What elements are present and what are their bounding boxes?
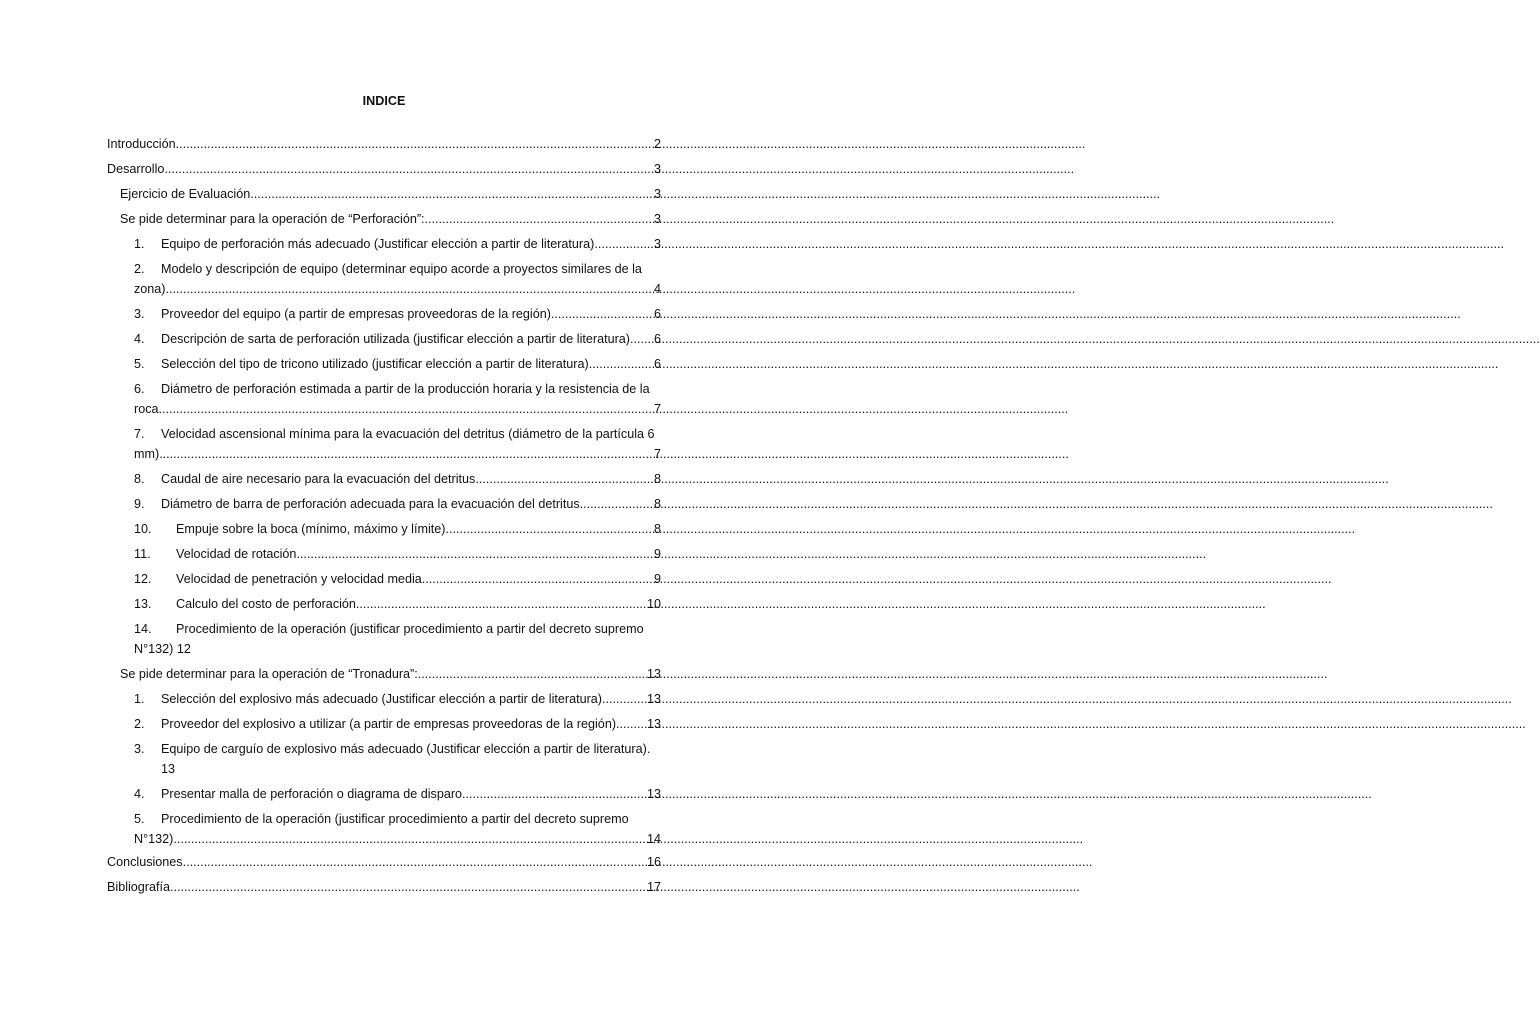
- toc-entry: [107, 160, 661, 179]
- toc-entry-text: Desarrollo: [107, 162, 165, 176]
- dot-leader: [164, 160, 654, 179]
- dot-leader: [616, 715, 647, 734]
- toc-entry-line: [107, 853, 661, 872]
- dot-leader: [170, 878, 647, 897]
- toc-entry-text-continued: mm): [134, 447, 160, 461]
- dot-leader: [445, 520, 654, 539]
- toc-page-number: 6: [653, 357, 661, 371]
- toc-entry-line: [107, 160, 661, 179]
- toc-entry-number: 1.: [134, 237, 145, 251]
- toc-entry-text-continued: zona): [134, 282, 166, 296]
- toc-page-number: 9: [653, 572, 661, 586]
- toc-entry-text: Se pide determinar para la operación de “Perforación”:: [120, 212, 425, 226]
- toc-entry-text: Proveedor del equipo (a partir de empresas proveedoras de la región): [161, 307, 551, 321]
- toc-entry-text: Velocidad de penetración y velocidad media: [176, 572, 422, 586]
- toc-entry: [134, 595, 661, 614]
- toc-entry-line: [134, 620, 661, 639]
- toc-entry-text: Diámetro de barra de perforación adecuada para la evacuación del detritus.: [161, 497, 584, 511]
- toc-entry-number: 2.: [134, 717, 145, 731]
- toc-entry-line: [134, 520, 661, 539]
- toc-entry-line: [134, 470, 661, 489]
- toc-page-number: 8: [653, 522, 661, 536]
- toc-page-number: 3: [653, 212, 661, 226]
- toc-entry: [107, 853, 661, 872]
- toc-entry-line: [134, 425, 661, 444]
- toc-entry-line: [134, 810, 661, 829]
- toc-entry-line: [134, 545, 661, 564]
- toc-entry: [134, 715, 661, 734]
- toc-entry-number: 2.: [134, 262, 145, 276]
- toc-entry-number: 11.: [134, 547, 151, 561]
- toc-entry-number: 5.: [134, 357, 145, 371]
- dot-leader: [422, 570, 654, 589]
- toc-entry: [120, 665, 661, 684]
- toc-entry-line: [134, 330, 661, 349]
- toc-entry-text-continued: N°132): [134, 832, 174, 846]
- toc-entry: [134, 495, 661, 514]
- toc-entry-number: 9.: [134, 497, 145, 511]
- toc-entry: [134, 260, 661, 299]
- dot-leader: [159, 445, 654, 464]
- toc-page-number: 13: [646, 692, 661, 706]
- dot-leader: [173, 830, 647, 849]
- dot-leader: [418, 665, 647, 684]
- dot-leader: [356, 595, 647, 614]
- toc-entry: [120, 185, 661, 204]
- dot-leader: [630, 330, 654, 349]
- toc-entry: [134, 470, 661, 489]
- toc-page-number: 7: [653, 447, 661, 461]
- toc-entry-text: Velocidad ascensional mínima para la evacuación del detritus (diámetro de la partícula 6: [161, 427, 655, 441]
- toc-entry-line: [134, 355, 661, 374]
- toc-entry-line: [134, 715, 661, 734]
- toc-entry-text: Ejercicio de Evaluación: [120, 187, 251, 201]
- toc-entry-continuation: [134, 445, 661, 464]
- toc-entry: [134, 785, 661, 804]
- toc-entry-text: Diámetro de perforación estimada a partir de la producción horaria y la resistencia de la: [161, 382, 650, 396]
- dot-leader: [551, 305, 654, 324]
- toc-entry-number: 7.: [134, 427, 145, 441]
- toc-entry-line: [134, 380, 661, 399]
- toc-entry-continuation: [134, 640, 661, 659]
- toc-entry-text: Descripción de sarta de perforación utilizada (justificar elección a partir de literatura): [161, 332, 630, 346]
- toc-page-number: 4: [653, 282, 661, 296]
- toc-entry-continuation: [134, 830, 661, 849]
- toc-entry-number: 5.: [134, 812, 145, 826]
- toc-entry-text: Equipo de perforación más adecuado (Justificar elección a partir de literatura): [161, 237, 595, 251]
- toc-entry-text: Velocidad de rotación: [176, 547, 297, 561]
- toc-entry-text: Bibliografía: [107, 880, 171, 894]
- dot-leader: [583, 495, 654, 514]
- toc-entry: [134, 330, 661, 349]
- toc-entry-line: [134, 235, 661, 254]
- toc-entry-text: Equipo de carguío de explosivo más adecuado (Justificar elección a partir de literatura).: [161, 742, 651, 756]
- toc-entry-line: [120, 665, 661, 684]
- toc-entry: [134, 520, 661, 539]
- dot-leader: [159, 400, 654, 419]
- toc-entry-line: [107, 878, 661, 897]
- toc-entry: [134, 810, 661, 849]
- toc-entry-number: 8.: [134, 472, 145, 486]
- toc-entry-line: [134, 690, 661, 709]
- toc-page-number: 13: [646, 787, 661, 801]
- toc-entry-line: [134, 305, 661, 324]
- toc-entry: [120, 210, 661, 229]
- toc-entry: [134, 570, 661, 589]
- toc-page-number: 8: [653, 472, 661, 486]
- toc-page-number: 8: [653, 497, 661, 511]
- toc-entry-text: Conclusiones: [107, 855, 183, 869]
- toc-page-number: 2: [653, 137, 661, 151]
- table-of-contents: [0, 0, 768, 1024]
- toc-entry-line: [134, 740, 661, 759]
- dot-leader: [296, 545, 654, 564]
- toc-entry-text-continued: N°132) 12: [134, 642, 191, 656]
- toc-entry: [134, 545, 661, 564]
- toc-entry-number: 1.: [134, 692, 145, 706]
- toc-entry-continuation: [134, 400, 661, 419]
- toc-page-number: 9: [653, 547, 661, 561]
- toc-entry-text: Modelo y descripción de equipo (determinar equipo acorde a proyectos similares de la: [161, 262, 642, 276]
- toc-page-number: 6: [653, 307, 661, 321]
- toc-entry-text: Presentar malla de perforación o diagrama de disparo: [161, 787, 463, 801]
- index-title: INDICE: [362, 94, 406, 108]
- toc-entry-line: [134, 595, 661, 614]
- toc-page-number: 7: [653, 402, 661, 416]
- toc-entry-text: Procedimiento de la operación (justificar procedimiento a partir del decreto supremo: [176, 622, 644, 636]
- toc-entry-text: Empuje sobre la boca (mínimo, máximo y límite): [176, 522, 446, 536]
- toc-page-number: 3: [653, 162, 661, 176]
- toc-entry-text-continued: 13: [161, 762, 176, 776]
- toc-entry-number: 3.: [134, 742, 145, 756]
- toc-entry-line: [107, 135, 661, 154]
- toc-entry-continuation: [161, 760, 661, 779]
- toc-entry-text: Introducción: [107, 137, 176, 151]
- toc-page-number: 13: [646, 667, 661, 681]
- toc-page-number: 3: [653, 187, 661, 201]
- toc-page-number: 3: [653, 237, 661, 251]
- toc-entry: [134, 235, 661, 254]
- toc-entry: [134, 380, 661, 419]
- dot-leader: [183, 853, 647, 872]
- toc-entry: [134, 355, 661, 374]
- dot-leader: [462, 785, 647, 804]
- toc-entry-text: Selección del explosivo más adecuado (Justificar elección a partir de literatura): [161, 692, 603, 706]
- dot-leader: [250, 185, 654, 204]
- toc-page-number: 6: [653, 332, 661, 346]
- toc-entry: [134, 305, 661, 324]
- dot-leader: [602, 690, 647, 709]
- toc-entry-text: Selección del tipo de tricono utilizado (justificar elección a partir de literatura): [161, 357, 589, 371]
- dot-leader: [594, 235, 654, 254]
- toc-entry-text: Caudal de aire necesario para la evacuación del detritus.: [161, 472, 479, 486]
- toc-entry-number: 3.: [134, 307, 145, 321]
- toc-entry-number: 13.: [134, 597, 152, 611]
- toc-page-number: 13: [646, 717, 661, 731]
- toc-entry-number: 4.: [134, 332, 145, 346]
- toc-entry-text: Procedimiento de la operación (justificar procedimiento a partir del decreto supremo: [161, 812, 629, 826]
- toc-entry-text: Se pide determinar para la operación de “Tronadura”:: [120, 667, 418, 681]
- toc-entry-line: [120, 185, 661, 204]
- toc-entry-continuation: [134, 280, 661, 299]
- toc-entry-line: [134, 495, 661, 514]
- toc-entry: [134, 620, 661, 659]
- toc-entry: [134, 740, 661, 779]
- toc-entry: [134, 425, 661, 464]
- toc-entry: [134, 690, 661, 709]
- toc-entry-line: [134, 260, 661, 279]
- toc-entry: [107, 878, 661, 897]
- toc-entry-text: Proveedor del explosivo a utilizar (a partir de empresas proveedoras de la región): [161, 717, 617, 731]
- toc-entry-text: Calculo del costo de perforación: [176, 597, 356, 611]
- toc-entry-text-continued: roca: [134, 402, 159, 416]
- toc-entry-line: [134, 570, 661, 589]
- toc-entry-number: 10.: [134, 522, 152, 536]
- toc-page-number: 17: [646, 880, 661, 894]
- dot-leader: [589, 355, 654, 374]
- toc-page-number: 14: [646, 832, 661, 846]
- toc-page-number: 10: [646, 597, 661, 611]
- dot-leader: [166, 280, 654, 299]
- toc-entry-number: 4.: [134, 787, 145, 801]
- toc-entry: [107, 135, 661, 154]
- dot-leader: [479, 470, 654, 489]
- dot-leader: [176, 135, 654, 154]
- toc-entry-number: 6.: [134, 382, 145, 396]
- dot-leader: [425, 210, 654, 229]
- toc-page-number: 16: [646, 855, 661, 869]
- toc-entry-line: [134, 785, 661, 804]
- toc-entry-number: 14.: [134, 622, 152, 636]
- toc-entry-number: 12.: [134, 572, 152, 586]
- toc-entry-line: [120, 210, 661, 229]
